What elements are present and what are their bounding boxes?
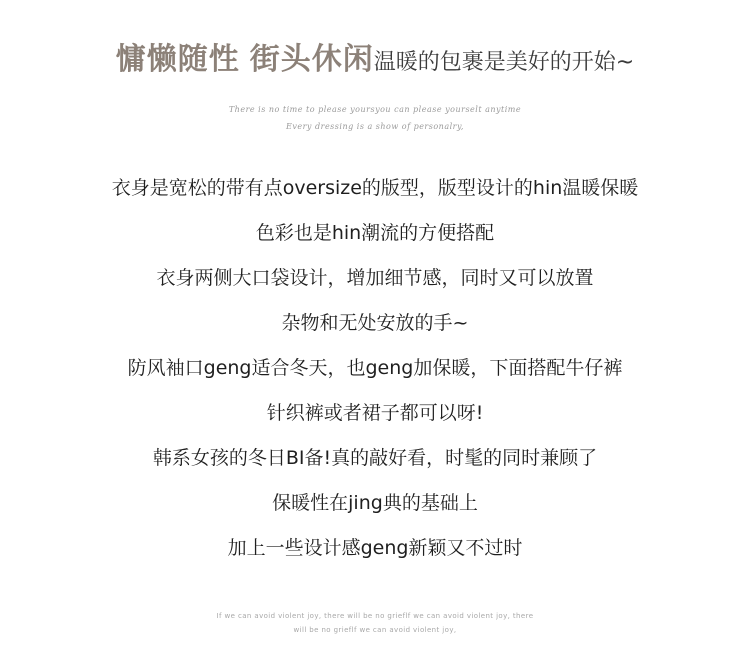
description-line: 针织裤或者裙子都可以呀!	[266, 402, 484, 424]
headline-soft-part: 温暖的包裹是美好的开始~	[373, 50, 635, 75]
footer-quote-line-2: will be no grieflf we can avoid violent joy,	[293, 626, 457, 634]
tagline-line-1: There is no time to please yoursyou can please yourselt anytime	[228, 105, 522, 114]
footer-quote-line-1: If we can avoid violent joy, there will be no grieflf we can avoid violent joy, there	[216, 612, 534, 620]
description-line: 衣身是宽松的带有点oversize的版型，版型设计的hin温暖保暖	[111, 177, 639, 199]
description-line: 色彩也是hin潮流的方便搭配	[255, 222, 495, 244]
description-line: 保暖性在jing典的基础上	[272, 492, 478, 514]
headline-strong-part2: 街头休闲	[249, 42, 374, 77]
headline-strong-part1: 慵懒随性	[115, 42, 240, 77]
description-line: 加上一些设计感geng新颖又不过时	[227, 537, 523, 559]
description-line: 衣身两侧大口袋设计，增加细节感，同时又可以放置	[156, 267, 594, 289]
description-line: 防风袖口geng适合冬天，也geng加保暖，下面搭配牛仔裤	[127, 357, 623, 379]
tagline-line-2: Every dressing is a show of personalry,	[286, 122, 464, 131]
headline	[0, 34, 750, 78]
description-body	[0, 166, 750, 571]
description-line: 杂物和无处安放的手~	[281, 312, 469, 334]
description-line: 韩系女孩的冬日BI备!真的敲好看，时髦的同时兼顾了	[152, 447, 598, 469]
